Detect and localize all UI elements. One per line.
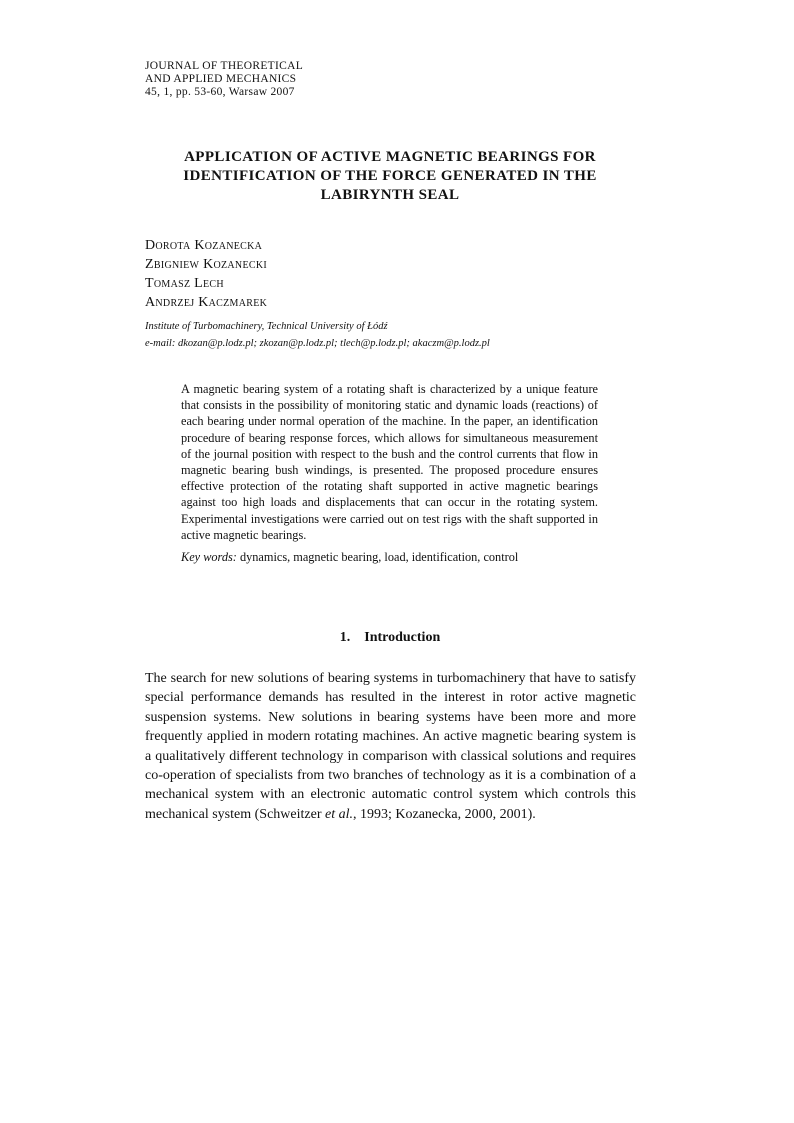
author-name: Zbigniew Kozanecki — [145, 257, 267, 272]
journal-name-line-1: JOURNAL OF THEORETICAL — [145, 60, 304, 72]
citation-open: (Schweitzer — [254, 806, 322, 822]
author-list — [145, 236, 267, 312]
affiliation-block — [145, 318, 490, 352]
title-line-3: LABIRYNTH SEAL — [320, 187, 460, 203]
abstract-block — [181, 381, 598, 565]
introduction-body — [145, 669, 636, 824]
citation-rest: , 1993; Kozanecka, 2000, 2001). — [353, 806, 536, 822]
journal-name-line-2: AND APPLIED MECHANICS — [145, 73, 297, 85]
intro-paragraph — [145, 669, 636, 824]
author-name: Dorota Kozanecka — [145, 238, 263, 253]
keywords-line — [181, 549, 598, 565]
intro-text: The search for new solutions of bearing systems in turbomachinery that have to satisfy special performance demands has resulted in the interest in rotor active magnetic suspension systems. New solutions in bearing systems have been more and more frequently applied in modern rotating machines. An active magnetic bearing system is a qualitatively different technology in comparison with classical solutions and requires co-operation of specialists from two branches of technology as it is a combination of a mechanical system with an electronic automatic control system which controls this mechanical system — [145, 671, 636, 822]
author-name: Tomasz Lech — [145, 276, 224, 291]
institute-affiliation: Institute of Turbomachinery, Technical University of Łódź — [145, 321, 388, 332]
section-number: 1. — [339, 630, 351, 645]
title-line-2: IDENTIFICATION OF THE FORCE GENERATED IN THE — [183, 168, 597, 184]
abstract-text: A magnetic bearing system of a rotating shaft is characterized by a unique feature that consists in the possibility of monitoring static and dynamic loads (reactions) of each bearing under normal operation of the machine. In the paper, an identification procedure of bearing response forces, which allows for simultaneous measurement of the journal position with respect to the bush and the control currents that flow in magnetic bearing bush windings, is presented. The proposed procedure ensures effective protection of the rotating shaft supported in active magnetic bearings against too high loads and displacements that can occur in the rotating system. Experimental investigations were carried out on test rigs with the shaft supported in active magnetic bearings. — [181, 382, 598, 542]
citation-et-al: et al. — [325, 806, 353, 822]
author-emails: e-mail: dkozan@p.lodz.pl; zkozan@p.lodz.pl; tlech@p.lodz.pl; akaczm@p.lodz.pl — [145, 338, 490, 349]
section-title: Introduction — [364, 630, 441, 645]
paper-title — [145, 148, 635, 205]
section-heading — [145, 630, 635, 646]
title-line-1: APPLICATION OF ACTIVE MAGNETIC BEARINGS FOR — [184, 149, 596, 165]
journal-volume-info: 45, 1, pp. 53-60, Warsaw 2007 — [145, 86, 295, 98]
keywords-label: Key words: — [181, 550, 237, 565]
author-name: Andrzej Kaczmarek — [145, 295, 268, 310]
keywords-values: dynamics, magnetic bearing, load, identification, control — [239, 550, 519, 565]
journal-header — [145, 60, 303, 99]
